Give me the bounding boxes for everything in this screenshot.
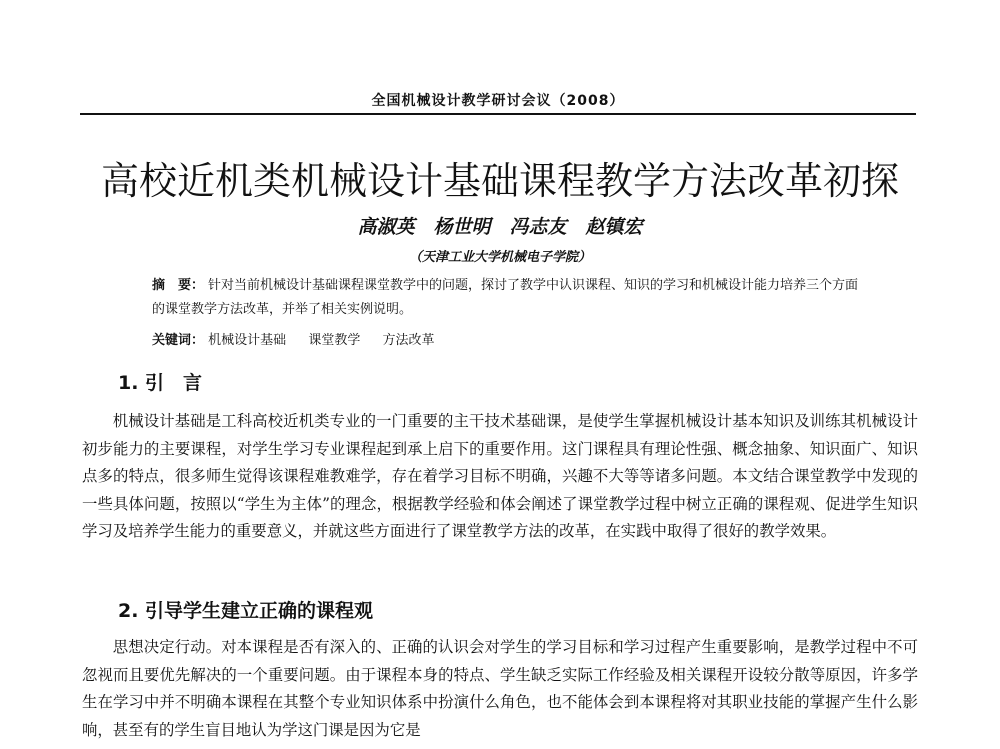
keyword: 机械设计基础	[208, 333, 287, 348]
section-heading-introduction: 1. 引 言	[118, 372, 203, 394]
running-header: 全国机械设计教学研讨会议（2008）	[371, 93, 625, 109]
paper-title: 高校近机类机械设计基础课程教学方法改革初探	[100, 159, 899, 203]
keywords-label: 关键词：	[152, 333, 205, 348]
keywords	[152, 330, 864, 352]
abstract-text: 针对当前机械设计基础课程课堂教学中的问题，探讨了教学中认识课程、知识的学习和机械设计能力培养三个方面的课堂教学方法改革，并举了相关实例说明。	[152, 278, 859, 317]
abstract	[152, 274, 864, 322]
author-list: 高淑英 杨世明 冯志友 赵镇宏	[357, 216, 643, 238]
affiliation: （天津工业大学机械电子学院）	[408, 250, 591, 265]
abstract-label: 摘 要：	[152, 278, 205, 293]
body-paragraph: 思想决定行动。对本课程是否有深入的、正确的认识会对学生的学习目标和学习过程产生重要影响，是教学过程中不可忽视而且要优先解决的一个重要问题。由于课程本身的特点、学生缺乏实际工作经验及相关课程开设较分散等原因，许多学生在学习中并不明确本课程在其整个专业知识体系中扮演什么角色，也不能体会到本课程将对其职业技能的掌握产生什么影响，甚至有的学生盲目地认为学这门课是因为它是	[82, 638, 918, 739]
header-rule	[80, 113, 916, 115]
body-paragraph: 机械设计基础是工科高校近机类专业的一门重要的主干技术基础课，是使学生掌握机械设计基本知识及训练其机械设计初步能力的主要课程，对学生学习专业课程起到承上启下的重要作用。这门课程具有理论性强、概念抽象、知识面广、知识点多的特点，很多师生觉得该课程难教难学，存在着学习目标不明确，兴趣不大等等诸多问题。本文结合课堂教学中发现的一些具体问题，按照以“学生为主体”的理念，根据教学经验和体会阐述了课堂教学过程中树立正确的课程观、促进学生知识学习及培养学生能力的重要意义，并就这些方面进行了课堂教学方法的改革，在实践中取得了很好的教学效果。	[82, 412, 918, 540]
keyword: 方法改革	[382, 333, 435, 348]
section-heading-course-view: 2. 引导学生建立正确的课程观	[118, 600, 374, 622]
keyword: 课堂教学	[308, 333, 361, 348]
